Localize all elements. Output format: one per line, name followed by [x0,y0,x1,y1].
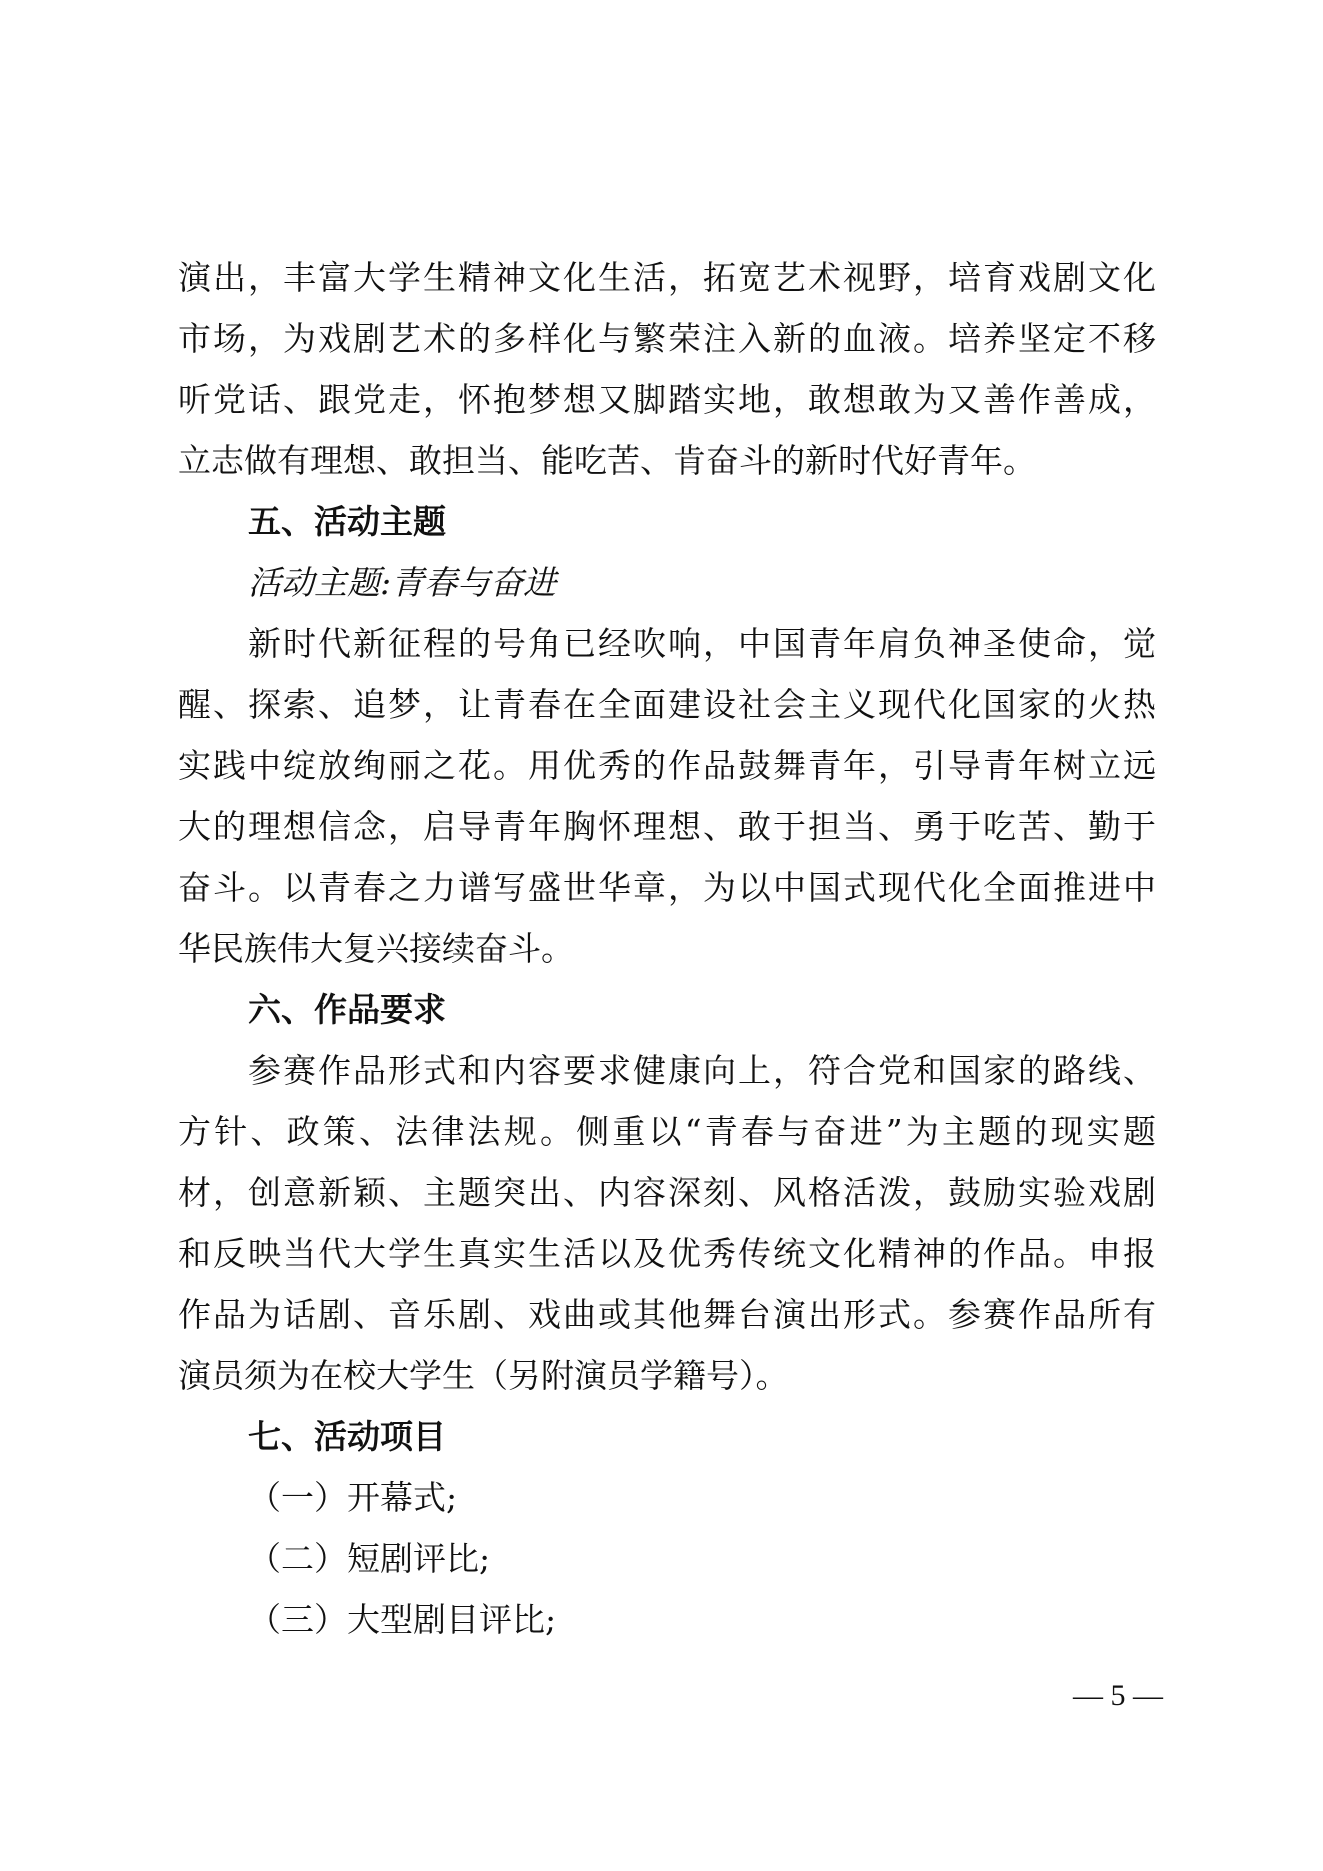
list-item: （二）短剧评比; [248,1539,491,1578]
paragraph-line: 奋斗。以青春之力谱写盛世华章，为以中国式现代化全面推进中 [178,868,1156,907]
paragraph-line: 演出，丰富大学生精神文化生活，拓宽艺术视野，培育戏剧文化 [178,258,1156,297]
paragraph-line: 立志做有理想、敢担当、能吃苦、肯奋斗的新时代好青年。 [178,441,1036,480]
activity-theme: 活动主题:青春与奋进 [248,563,557,602]
paragraph-line: 方针、政策、法律法规。侧重以“青春与奋进”为主题的现实题 [178,1112,1156,1151]
paragraph-line: 新时代新征程的号角已经吹响，中国青年肩负神圣使命，觉 [248,624,1156,663]
paragraph-line: 作品为话剧、音乐剧、戏曲或其他舞台演出形式。参赛作品所有 [178,1295,1156,1334]
section-heading-six: 六、作品要求 [248,990,446,1029]
paragraph-line: 材，创意新颖、主题突出、内容深刻、风格活泼，鼓励实验戏剧 [178,1173,1156,1212]
paragraph-line: 参赛作品形式和内容要求健康向上，符合党和国家的路线、 [248,1051,1156,1090]
paragraph-line: 市场，为戏剧艺术的多样化与繁荣注入新的血液。培养坚定不移 [178,319,1156,358]
section-heading-seven: 七、活动项目 [248,1417,446,1456]
paragraph-line: 华民族伟大复兴接续奋斗。 [178,929,574,968]
paragraph-line: 听党话、跟党走，怀抱梦想又脚踏实地，敢想敢为又善作善成， [178,380,1156,419]
document-body [178,247,1156,1650]
paragraph-line: 实践中绽放绚丽之花。用优秀的作品鼓舞青年，引导青年树立远 [178,746,1156,785]
list-item: （三）大型剧目评比; [248,1600,557,1639]
paragraph-line: 演员须为在校大学生（另附演员学籍号）。 [178,1356,789,1395]
paragraph-line: 大的理想信念，启导青年胸怀理想、敢于担当、勇于吃苦、勤于 [178,807,1156,846]
paragraph-line: 醒、探索、追梦，让青春在全面建设社会主义现代化国家的火热 [178,685,1156,724]
page-number: — 5 — [1073,1679,1163,1712]
list-item: （一）开幕式; [248,1478,458,1517]
section-heading-five: 五、活动主题 [248,502,446,541]
paragraph-line: 和反映当代大学生真实生活以及优秀传统文化精神的作品。申报 [178,1234,1156,1273]
